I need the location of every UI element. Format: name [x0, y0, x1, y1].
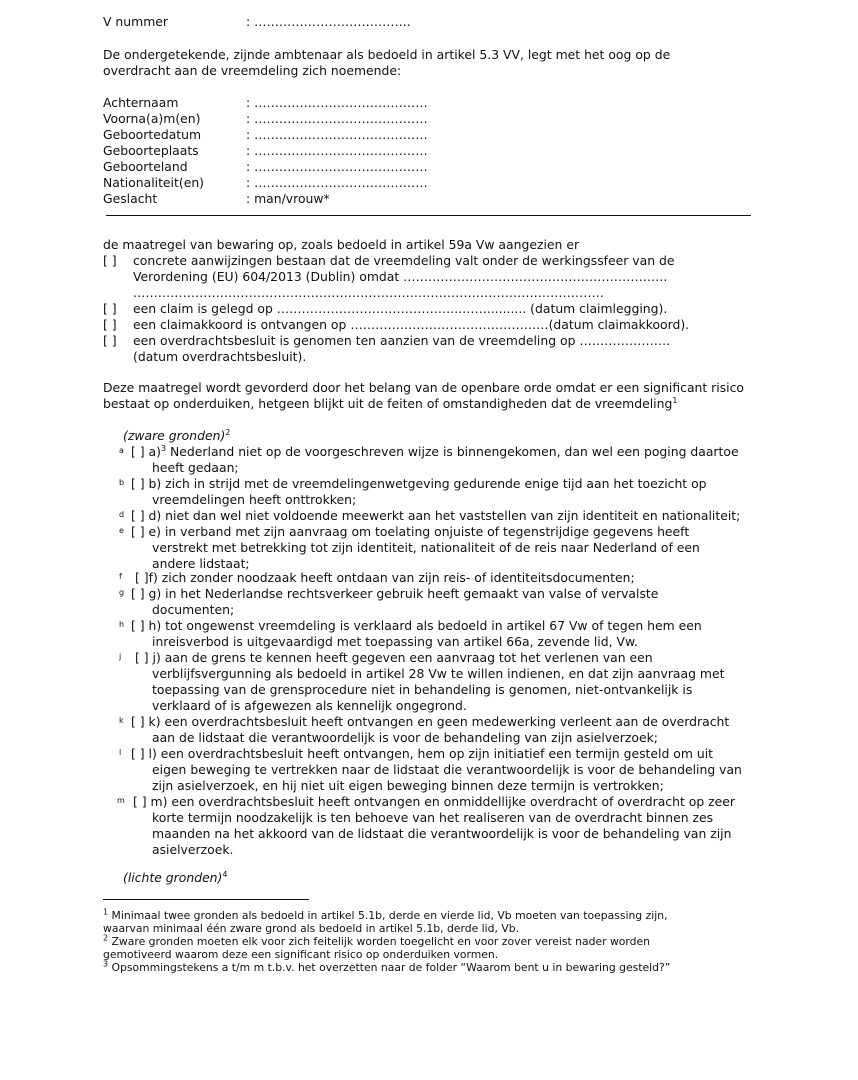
ground-l-marker: l [119, 748, 122, 757]
risk-paragraph-line-2: bestaat op onderduiken, hetgeen blijkt uit de feiten of omstandigheden dat de vreemdeling$^1$ [103, 395, 678, 411]
ground-a-marker: a [119, 446, 124, 455]
ground-g-marker: g [119, 588, 125, 597]
ground-b-line-2: vreemdelingen heeft onttrokken; [152, 492, 357, 507]
ground-m-line-4: asielverzoek. [152, 842, 234, 857]
footnote-2-line-2: gemotiveerd waarom deze een significant risico op onderduiken vormen. [103, 948, 499, 961]
footnote-2-line-1: $^2$ Zware gronden moeten elk voor zich feitelijk worden toegelicht en voor zover vereist nader worden [103, 933, 650, 948]
transfer-decision-cont: (datum overdrachtsbesluit). [133, 349, 307, 364]
risk-paragraph-line-1: Deze maatregel wordt gevorderd door het belang van de openbare orde omdat er een significant risico [103, 380, 745, 395]
ground-j-line-4: verklaard of is afgewezen als kennelijk ongegrond. [152, 698, 467, 713]
ground-j-marker: j [119, 652, 122, 661]
ground-j-line-1[interactable]: [ ] j) aan de grens te kennen heeft gegeven een aanvraag tot het verlenen van een [135, 650, 653, 665]
ground-b-line-1[interactable]: [ ] b) zich in strijd met de vreemdelingenwetgeving gedurende enige tijd aan het toezicht op [131, 476, 707, 491]
ground-e-line-1[interactable]: [ ] e) in verband met zijn aanvraag om toelating onjuiste of tegenstrijdige gegevens heeft [131, 524, 690, 539]
ground-k-line-2: aan de lidstaat die verantwoordelijk is voor de behandeling van zijn asielverzoek; [152, 730, 658, 745]
ground-h-line-1[interactable]: [ ] h) tot ongewenst vreemdeling is verklaard als bedoeld in artikel 67 Vw of tegen hem een [131, 618, 702, 633]
field-label-surname: Achternaam [103, 95, 179, 110]
ground-k-line-1[interactable]: [ ] k) een overdrachtsbesluit heeft ontvangen en geen medewerking verleent aan de overdracht [131, 714, 730, 729]
claim-agreement-line: een claimakkoord is ontvangen op …………………………………………(datum claimakkoord). [133, 317, 690, 332]
ground-l-line-2: eigen beweging te vertrekken naar de lidstaat die verantwoordelijk is voor de behandeling van [152, 762, 742, 777]
ground-e-line-2: verstrekt met betrekking tot zijn identiteit, nationaliteit of de reis naar Nederland of een [152, 540, 700, 555]
intro-line-2: overdracht aan de vreemdeling zich noemende: [103, 63, 402, 78]
field-label-gender: Geslacht [103, 191, 158, 206]
field-value-first-names[interactable]: : …………………………………… [246, 111, 428, 126]
ground-m-line-1[interactable]: [ ] m) een overdrachtsbesluit heeft ontvangen en onmiddellijke overdracht of overdracht op zeer [133, 794, 735, 809]
field-value-nationality[interactable]: : …………………………………… [246, 175, 428, 190]
v-number-field[interactable]: : ……………………………….. [246, 14, 411, 29]
field-label-first-names: Voorna(a)m(en) [103, 111, 201, 126]
claim-agreement-checkbox[interactable]: [ ] [103, 317, 117, 332]
ground-f-marker: f [119, 572, 122, 581]
footnote-1-line-2: waarvan minimaal één zware grond als bedoeld in artikel 5.1b, derde lid, Vb. [103, 922, 520, 935]
dublin-checkbox[interactable]: [ ] [103, 253, 117, 268]
ground-k-marker: k [119, 716, 124, 725]
field-value-surname[interactable]: : …………………………………… [246, 95, 428, 110]
claim-line: een claim is gelegd op ……………………………………...…….......... (datum claimlegging). [133, 301, 668, 316]
ground-m-line-3: maanden na het akkoord van de lidstaat die verantwoordelijk is voor de behandeling van zijn [152, 826, 732, 841]
ground-e-marker: e [119, 526, 124, 535]
ground-e-line-3: andere lidstaat; [152, 556, 250, 571]
measure-intro: de maatregel van bewaring op, zoals bedoeld in artikel 59a Vw aangezien er [103, 237, 580, 252]
ground-l-line-1[interactable]: [ ] l) een overdrachtsbesluit heeft ontvangen, hem op zijn initiatief een termijn gesteld om uit [131, 746, 714, 761]
claim-checkbox[interactable]: [ ] [103, 301, 117, 316]
footnote-3-line-1: $^3$ Opsommingstekens a t/m m t.b.v. het overzetten naar de folder “Waarom bent u in bewaring gesteld?” [103, 959, 671, 974]
footnote-separator [103, 899, 309, 900]
v-number-label: V nummer [103, 14, 168, 29]
light-grounds-heading: (lichte gronden)$^4$ [123, 869, 228, 885]
section-divider [106, 215, 751, 216]
ground-j-line-2: verblijfsvergunning als bedoeld in artikel 28 Vw te willen indienen, en dat zijn aanvraag met [152, 666, 725, 681]
dublin-line-2[interactable]: Verordening (EU) 604/2013 (Dublin) omdat ………………………………………………………. [133, 269, 668, 284]
field-value-birthdate[interactable]: : …………………………………… [246, 127, 428, 142]
ground-h-marker: h [119, 620, 125, 629]
heavy-grounds-heading: (zware gronden)$^2$ [123, 427, 231, 443]
ground-f-line-1[interactable]: [ ]f) zich zonder noodzaak heeft ontdaan van zijn reis- of identiteitsdocumenten; [135, 570, 635, 585]
field-label-birth-country: Geboorteland [103, 159, 188, 174]
ground-a-line-1[interactable]: [ ] a)$^3$ Nederland niet op de voorgeschreven wijze is binnengekomen, dan wel een poging daartoe [131, 443, 739, 459]
field-value-birthplace[interactable]: : …………………………………… [246, 143, 428, 158]
ground-j-line-3: toepassing van de grensprocedure niet in behandeling is genomen, niet-ontvankelijk is [152, 682, 693, 697]
ground-g-line-2: documenten; [152, 602, 235, 617]
field-label-birthdate: Geboortedatum [103, 127, 202, 142]
ground-d-marker: d [119, 510, 125, 519]
dublin-line-3[interactable]: …………………………………………………………………………………………………… [133, 285, 604, 300]
ground-m-marker: m [117, 796, 125, 805]
field-value-birth-country[interactable]: : …………………………………… [246, 159, 428, 174]
intro-line-1: De ondergetekende, zijnde ambtenaar als bedoeld in artikel 5.3 VV, legt met het oog op de [103, 47, 671, 62]
ground-l-line-3: zijn asielverzoek, en hij niet uit eigen beweging binnen deze termijn is vertrokken; [152, 778, 664, 793]
field-label-nationality: Nationaliteit(en) [103, 175, 205, 190]
footnote-ref-1: 1 [672, 395, 678, 405]
ground-a-line-2: heeft gedaan; [152, 460, 239, 475]
ground-m-line-2: korte termijn noodzakelijk is ten behoeve van het realiseren van de overdracht binnen zes [152, 810, 714, 825]
ground-b-marker: b [119, 478, 125, 487]
transfer-decision-line: een overdrachtsbesluit is genomen ten aanzien van de vreemdeling op …………………. [133, 333, 671, 348]
transfer-decision-checkbox[interactable]: [ ] [103, 333, 117, 348]
dublin-line-1: concrete aanwijzingen bestaan dat de vreemdeling valt onder de werkingssfeer van de [133, 253, 675, 268]
ground-h-line-2: inreisverbod is uitgevaardigd met toepassing van artikel 66a, zevende lid, Vw. [152, 634, 638, 649]
ground-g-line-1[interactable]: [ ] g) in het Nederlandse rechtsverkeer gebruik heeft gemaakt van valse of vervalste [131, 586, 659, 601]
ground-d-line-1[interactable]: [ ] d) niet dan wel niet voldoende meewerkt aan het vaststellen van zijn identiteit en nationaliteit; [131, 508, 741, 523]
footnote-1-line-1: $^1$ Minimaal twee gronden als bedoeld in artikel 5.1b, derde en vierde lid, Vb moeten van toepassing zijn, [103, 907, 668, 922]
field-label-birthplace: Geboorteplaats [103, 143, 199, 158]
field-value-gender[interactable]: : man/vrouw* [246, 191, 330, 206]
